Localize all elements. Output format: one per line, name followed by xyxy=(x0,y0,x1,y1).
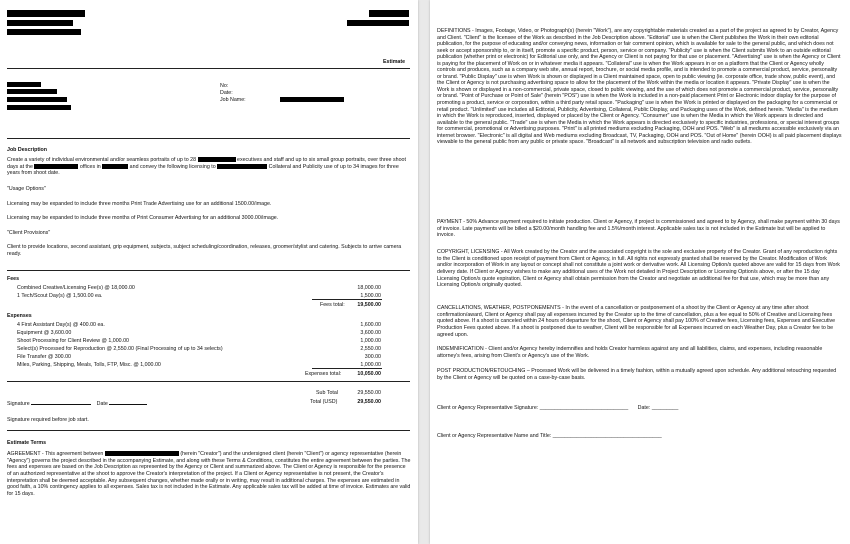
redacted-client-line3 xyxy=(7,97,67,102)
job-desc-part-c: portraits, over three shoot days at the xyxy=(7,157,406,170)
copyright-text: COPYRIGHT, LICENSING - All Work created by the Creator and the associated copyright is the sole and exclusive property of the Creator. Grant of any reproduction rights to the Client is conditioned upon receipt of payment from Client or Agency, in full. All rights not expressly granted shall be reserved by the Creator. Modification of Work and/or incorporation of Work in any layout or concept shall not constitute a joint work or derivative work. All Licensing Option/s quoted above are valid for 15 days from Work delivery date. If Client or Agency wishes to make any additional uses of the Work not detailed in Project Description or Licensing Option/s above, or after the 15 day Licensing Option/s quote expiration, Client or Agency shall obtain permission from the Creator and negotiate an additional fee for that use, which may be more than any Licensing Option/s originally quoted. xyxy=(437,249,840,289)
signature-date-field[interactable] xyxy=(109,399,147,405)
redacted-client-name xyxy=(7,82,41,87)
redacted-company-contact xyxy=(7,29,81,35)
usage-option-1: Licensing may be expanded to include three months Print Trade Advertising use for an additional 1500.00/image. xyxy=(7,201,272,207)
job-name-label: Job Name: xyxy=(220,97,246,103)
fees-total: 19,500.00 xyxy=(357,302,381,308)
expense-amount: 2,550.00 xyxy=(360,346,381,352)
client-provisions-text: Client to provide locations, second assistant, grip equipment, subjects, subject scheduling/coordination, releases, groomer/stylist and catering. Subjects to arrive camera ready. xyxy=(7,244,402,257)
totals-divider xyxy=(7,381,410,382)
agreement-part-b: (herein "Creator") and the undersigned client (herein "Client") or agency representative (herein "Agency") governs the project described in the accompanying Estimate, and along with these Terms & Conditions, constitutes the entire agreement between the parties. The fees and expenses are based on the Job Description as represented by the Agency or Client and summarized above. The Client or Agency is responsible for the presence of an authorized representative at the shoot to approve the Creator's interpretation of the project. If a Client or Agency representative is not present, the Creator's interpretation shall be deemed acceptable. Any subsequent changes, whether made orally or in writing, may result in additional charges. The expenses are estimated in good faith, a 10% contingency applies to all expenses. Sales tax is not included in the Estimate. Any applicable sales tax will be added at time of invoice. Estimates are valid for 15 days. xyxy=(7,451,411,497)
expense-item: Miles, Parking, Shipping, Meals, Tolls, FTP, Misc. @ 1,000.00 xyxy=(17,362,161,368)
signature-date-label: Date xyxy=(96,401,108,407)
estimate-title: Estimate xyxy=(383,59,406,65)
job-desc-part-a: Create a variety of individual environmental and/or seamless portraits of up to 28 xyxy=(7,157,197,163)
fee-amount: 1,500.00 xyxy=(360,293,381,299)
expense-item: Equipment @ 3,600.00 xyxy=(17,330,72,336)
job-desc-part-g: Publicity use of up to 34 images for three years from shoot date. xyxy=(7,163,399,177)
job-desc-part-d: offices in xyxy=(79,163,101,170)
job-desc-part-e: and convey the following licensing to xyxy=(129,163,216,170)
definitions-text: DEFINITIONS - Images, Footage, Video, or Photograph(s) (herein "Work"), are any copyrightable materials created as a part of the project as agreed to by Creator, Agency and Client. "Client" is the licensee of the Work as described in the Job Description above. "Editorial" use is when the Client publishes the Work in their own editorial publication, for the purpose of educating and/or conveying news, information or fair comment opinion, which is available for sale to the general public, and which does not seek or accept sponsorship to, or in itself, promote a specific product, person, service or company. "Publicity" use is when the Client submits Work to an outside editorial publication (whether print or electronic) for Editorial use only, and the Agency or Client is not paying for that use or placement. "Advertising" use is when the Agency or Client is paying for the placement of Work on or in whatever media it appears. "Collateral" use is when the Work appears in or on a platform that the Client or Agency wholly controls and produces, such as a company web site, annual report, brochure, or social media profile, and is intended to promote a commercial product, service, personality or brand. "Public Display" use is when Work is shown or displayed in a Client maintained space, open to public viewing (ie. corporate office, trade show, public event), and the Client or Agency is not purchasing advertising space to allow for the placement of the Work within the media or location it appears. "Private Display" use is when the Work is shown or displayed in a non-commercial, private space, closed to public viewing, and the use of which does not promote a commercial product, service, personality or brand. "Point of Purchase or Point of Sale" (herein "POS") use is when the Work is included in a non-paid placement Print or Electronic indoor display for the purpose of promoting a product, service or corporation, within a third party retail space. "Packaging" use is when the Work is printed or displayed on the packaging for a commercial or retail product. "Unlimited" use includes all Editorial, Publicity, Advertising, Collateral, Public Display, and Packaging uses of the Work, defined herein. "Media" is the medium in which the Work is reproduced, inserted, displayed or placed by the Client or Agency. "Consumer" use is when the Media in which the Work appears is directed and available to the general public. "Trade" use is when the Media in which the Work appears is directed exclusively to specific industries, professions, or special interest groups for commercial, promotional or Advertising purposes. "Print" is all printed mediums excluding Packaging, OOH and POS. "Web" is all mediums accessible exclusively via an internet browser. "Electronic" is all digital and Web mediums excluding Broadcast, TV, Packaging, OOH and POS. "Out of Home" (herein OOH) is all paid placement displays viewable to the general public from any public or private space. "Broadcast" is all network and subscription television and radio outlets. xyxy=(437,28,842,146)
client-date-field[interactable]: _________ xyxy=(651,405,679,411)
header-divider xyxy=(7,68,410,69)
estimate-terms-heading: Estimate Terms xyxy=(7,440,47,446)
redacted-inline-4 xyxy=(217,164,267,169)
client-name-label: Client or Agency Representative Name and Title: xyxy=(437,433,552,439)
signature-note: Signature required before job start. xyxy=(7,417,89,423)
agreement-text xyxy=(7,451,411,498)
job-description-text xyxy=(7,157,411,177)
client-name-row xyxy=(437,433,662,440)
agreement-part-a: AGREEMENT - This agreement between xyxy=(7,451,104,457)
signature-field[interactable] xyxy=(31,399,91,405)
redacted-client-line2 xyxy=(7,89,57,94)
expenses-total: 10,050.00 xyxy=(357,371,381,377)
job-desc-part-b: executives and staff and up to six small group xyxy=(237,157,345,163)
usage-options-heading: "Usage Options" xyxy=(7,186,46,192)
expenses-subtotal-line xyxy=(312,368,382,369)
post-production-text: POST PRODUCTION/RETOUCHING – Processed Work will be delivered in a timely fashion, within a mutually agreed upon schedule. Any additional retouching requested by the Client or Agency will be quoted on a case-by-case basis. xyxy=(437,368,837,381)
cancellations-text: CANCELLATIONS, WEATHER, POSTPONEMENTS - In the event of a cancellation or postponement of a shoot by the Client or Agency at any time after shoot confirmation/award, Client or Agency shall pay all expenses incurred by the Creator up to the time of cancellation, plus a fee equal to 50% of Creative and Licensing fees quoted above. If a shoot is canceled within 24 hours of departure for the shoot, Client or Agency shall pay 100% of Creative fees, Licensing fees, Expenses and Executive Production Fees quoted above. If a shoot is postponed due to weather, Client will be responsible for all Expenses incurred on each Weather Day, plus a Creator fee to be agreed upon. xyxy=(437,305,836,338)
redacted-logo-right-1 xyxy=(369,10,409,17)
redacted-company-name xyxy=(7,10,85,17)
redacted-job-name xyxy=(280,97,344,102)
fees-heading: Fees xyxy=(7,276,20,282)
indemnification-text: INDEMNIFICATION - Client and/or Agency hereby indemnifies and holds Creator harmless against any and all liabilities, claims, and expenses, including reasonable attorney's fees, arising from Client's or Agency's use of the Work. xyxy=(437,346,823,359)
usage-option-2: Licensing may be expanded to include three months of Print Consumer Advertising for an additional 3000.00/image. xyxy=(7,215,279,221)
redacted-client-line4 xyxy=(7,105,71,110)
signature-label: Signature xyxy=(7,401,30,407)
expense-item: 4 First Assistant Day(s) @ 400.00 ea. xyxy=(17,322,105,328)
payment-text: PAYMENT - 50% Advance payment required to initiate production. Client or Agency, if project is commissioned and agreed to by Agency, shall make payment within 30 days of invoice. Late payments will be billed a $20.00/month handling fee and 1.5%/month interest. Applicable sales tax is not included in the Estimate but will be applied to invoice. xyxy=(437,219,840,239)
redacted-inline-3 xyxy=(102,164,128,169)
expenses-heading: Expenses xyxy=(7,313,32,319)
fees-divider xyxy=(7,270,410,271)
estimate-number-label: No: xyxy=(220,83,229,89)
redacted-logo-right-2 xyxy=(347,20,409,26)
redacted-inline-1 xyxy=(198,157,236,162)
info-divider xyxy=(7,138,410,139)
fee-amount: 18,000.00 xyxy=(357,285,381,291)
redacted-creator-name xyxy=(105,451,179,456)
estimate-page xyxy=(0,0,418,544)
estimate-date-label: Date: xyxy=(220,90,233,96)
total-label: Total (USD) xyxy=(310,399,338,405)
expense-amount: 1,000.00 xyxy=(360,338,381,344)
expenses-total-label: Expenses total: xyxy=(305,371,342,377)
expense-amount: 1,000.00 xyxy=(360,362,381,368)
redacted-company-address xyxy=(7,20,73,26)
expense-amount: 300.00 xyxy=(364,354,381,360)
redacted-inline-2 xyxy=(34,164,78,169)
subtotal-label: Sub Total xyxy=(316,390,338,396)
fees-total-label: Fees total: xyxy=(320,302,345,308)
client-signature-label: Client or Agency Representative Signature: xyxy=(437,405,539,411)
fees-subtotal-line xyxy=(312,299,382,300)
client-provisions-heading: "Client Provisions" xyxy=(7,230,51,236)
client-date-label: Date: xyxy=(637,405,651,411)
terms-page xyxy=(430,0,850,544)
fee-item: 1 Tech/Scout Day(s) @ 1,500.00 ea. xyxy=(17,293,103,299)
client-name-field[interactable]: _____________________________________ xyxy=(552,433,662,439)
subtotal-value: 29,550.00 xyxy=(357,390,381,396)
expense-amount: 3,600.00 xyxy=(360,330,381,336)
job-description-heading: Job Description xyxy=(7,147,48,153)
fee-item: Combined Creative/Licensing Fee(s) @ 18,000.00 xyxy=(17,285,135,291)
client-signature-field[interactable]: ______________________________ xyxy=(539,405,629,411)
expense-item: Select(s) Processed for Reproduction @ 2,550.00 (Final Processing of up to 34 selects) xyxy=(17,346,223,352)
total-value: 29,550.00 xyxy=(357,399,381,405)
expense-item: File Transfer @ 300.00 xyxy=(17,354,71,360)
expense-amount: 1,600.00 xyxy=(360,322,381,328)
signature-line xyxy=(7,399,147,408)
client-signature-row xyxy=(437,405,678,412)
job-desc-part-f: Collateral and xyxy=(268,163,302,170)
expense-item: Shoot Processing for Client Review @ 1,000.00 xyxy=(17,338,129,344)
terms-divider xyxy=(7,430,410,431)
